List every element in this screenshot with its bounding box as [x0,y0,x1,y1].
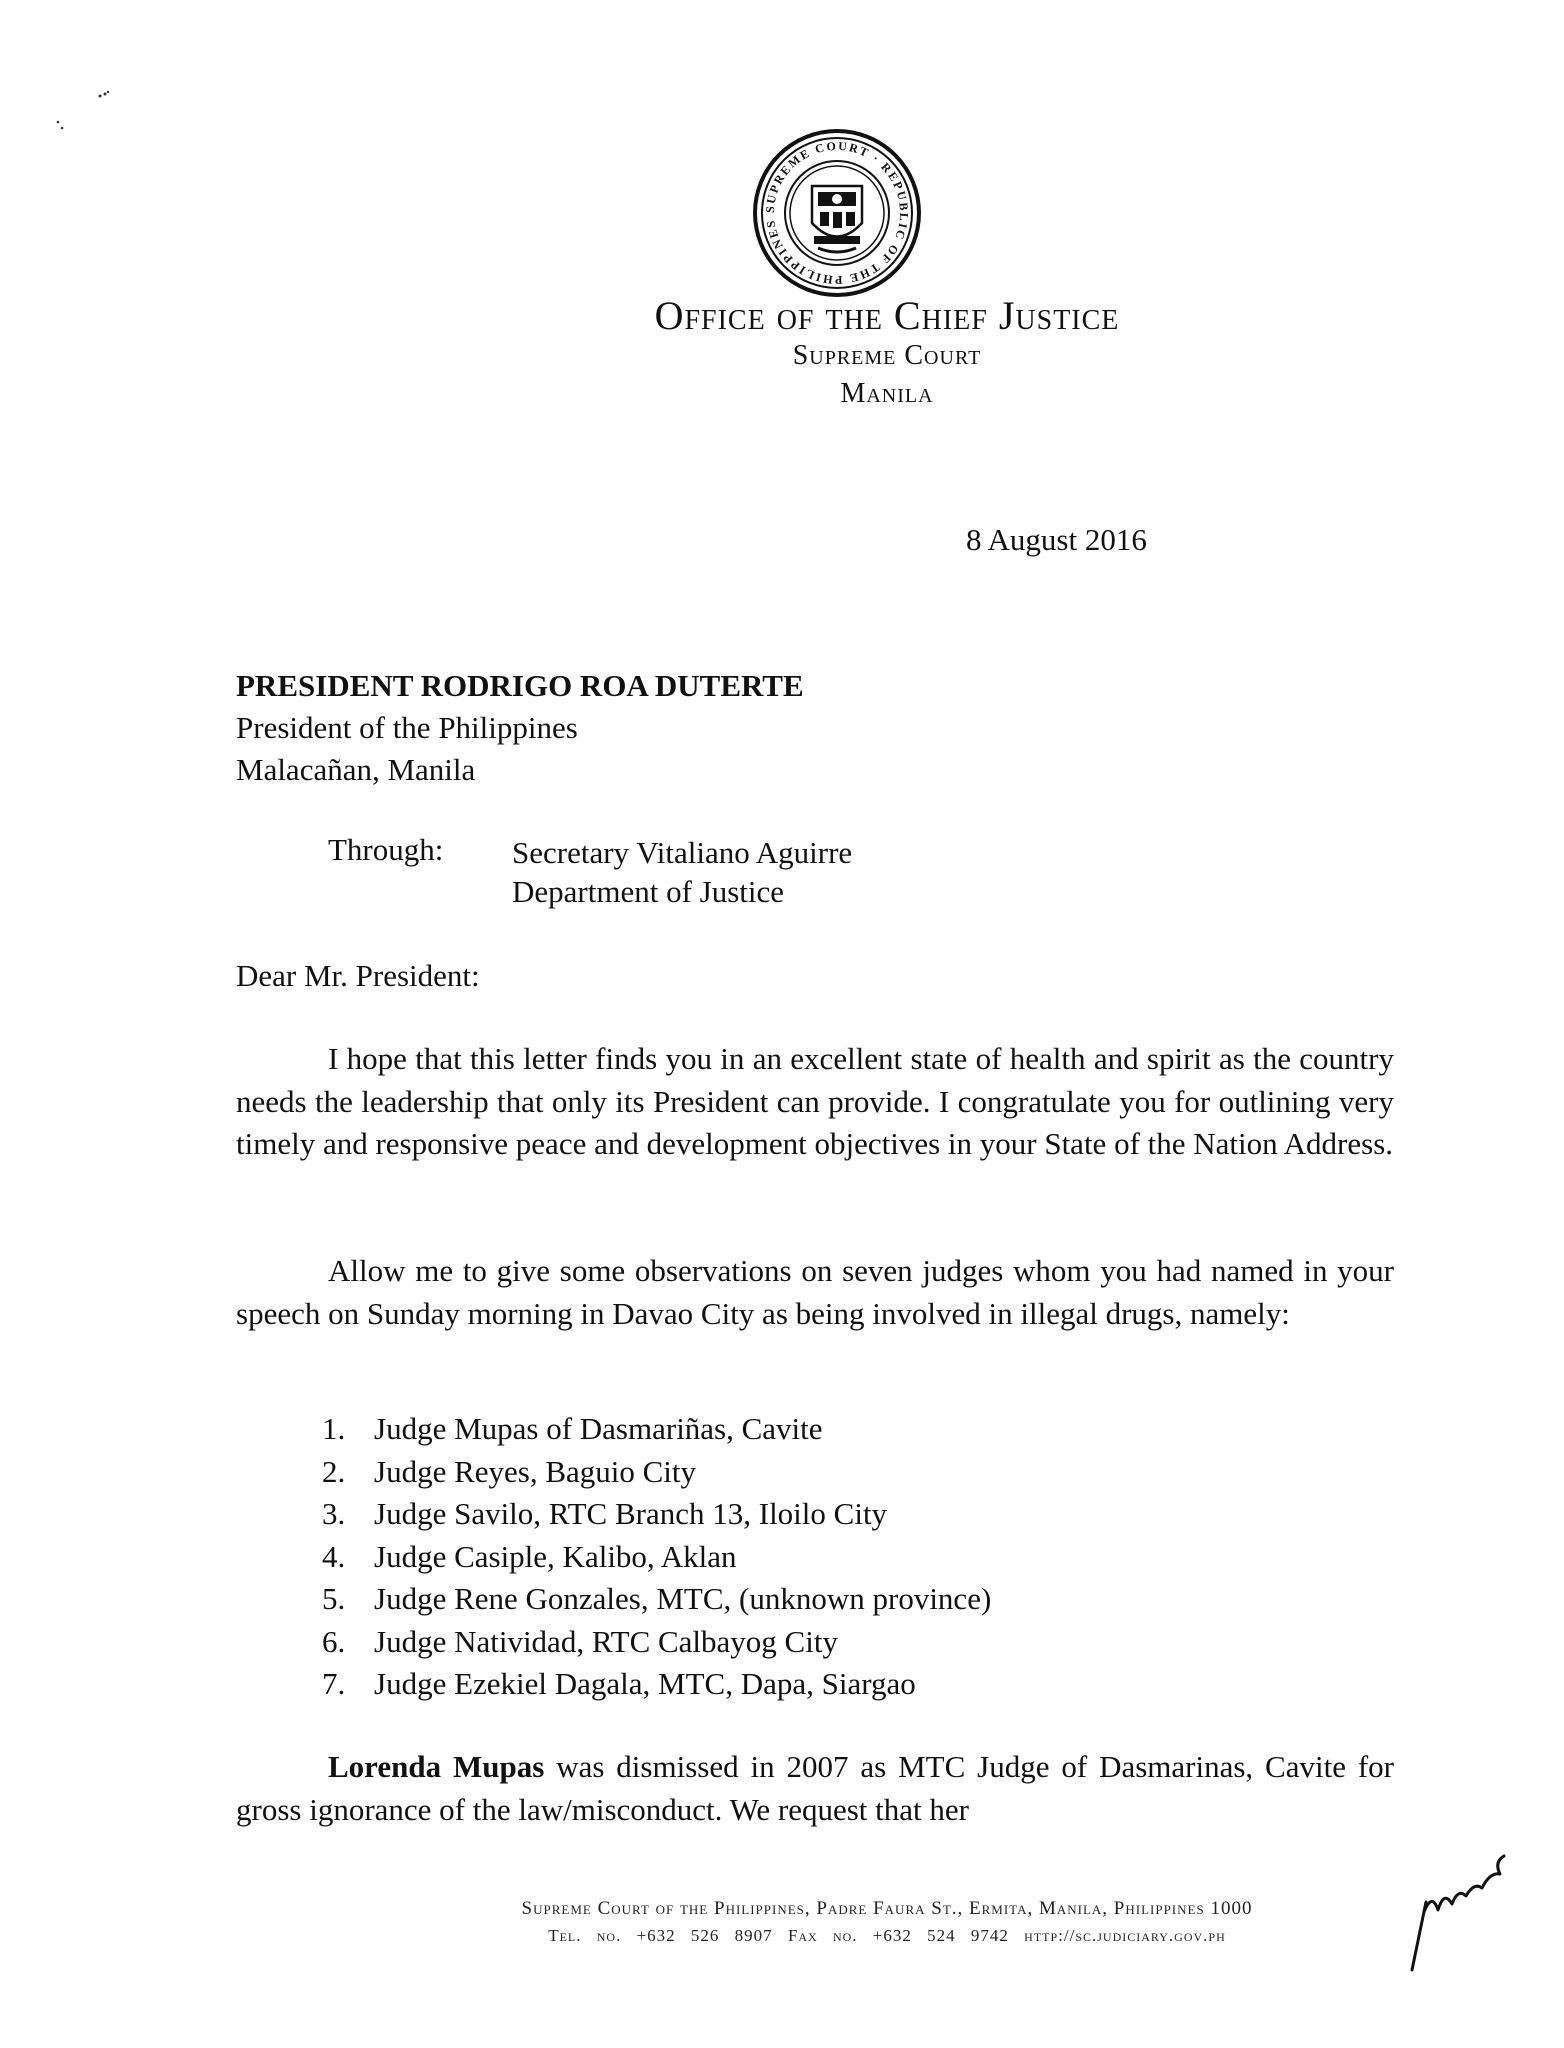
list-number: 4. [322,1538,346,1574]
list-number: 3. [322,1496,346,1531]
list-text: Judge Mupas of Dasmariñas, Cavite [374,1411,823,1446]
list-text: Judge Natividad, RTC Calbayog City [374,1623,838,1659]
letterhead-office: Office of the Chief Justice [654,293,1120,338]
list-item [322,1663,991,1706]
letterhead-city: Manila [840,378,934,409]
addressee-name: PRESIDENT RODRIGO ROA DUTERTE [236,668,804,703]
list-number: 5. [322,1581,346,1616]
mupas-name: Lorenda Mupas [328,1749,545,1784]
salutation: Dear Mr. President: [236,958,480,993]
scan-specks [52,86,152,166]
through-name: Secretary Vitaliano Aguirre [512,835,853,870]
letterhead-court: Supreme Court [792,340,982,371]
paragraph-mupas [236,1746,1394,1831]
list-text: Judge Rene Gonzales, MTC, (unknown province) [374,1581,992,1616]
seal-ring-text: SUPREME COURT · REPUBLIC OF THE PHILIPPINES [762,138,912,288]
footer-tel: Tel. no. +632 526 8907 [548,1926,773,1945]
mupas-text: was dismissed in 2007 as MTC Judge of Dasmarinas, Cavite for gross ignorance of the law/misconduct. We request that her [236,1749,1394,1827]
paragraph-greeting: I hope that this letter finds you in an excellent state of health and spirit as the country needs the leadership that only its President can provide. I congratulate you for outlining very timely and responsive peace and development objectives in your State of the Nation Address. [236,1041,1394,1161]
list-item [322,1578,991,1621]
letter-date: 8 August 2016 [966,522,1147,557]
list-number: 1. [322,1411,346,1446]
judges-list [322,1408,991,1706]
list-number: 6. [322,1623,346,1659]
supreme-court-seal-icon [752,128,922,298]
footer-address: Supreme Court of the Philippines, Padre Faura St., Ermita, Manila, Philippines 1000 [521,1898,1253,1919]
footer-contacts [0,1926,1564,1946]
through-department: Department of Justice [512,874,785,909]
list-item [322,1451,991,1494]
list-text: Judge Casiple, Kalibo, Aklan [374,1538,737,1574]
list-item [322,1621,991,1664]
handwritten-initials-icon [1404,1852,1514,1972]
addressee-title: President of the Philippines [236,710,578,745]
list-number: 2. [322,1453,346,1489]
list-number: 7. [322,1666,346,1701]
list-item [322,1536,991,1579]
list-item [322,1493,991,1536]
footer-fax: Fax no. +632 524 9742 [787,1926,1009,1945]
footer-url: http://sc.judiciary.gov.ph [1024,1926,1226,1945]
paragraph-observations: Allow me to give some observations on seven judges whom you had named in your speech on Sunday morning in Davao City as being involved in illegal drugs, namely: [236,1253,1394,1331]
addressee-place: Malacañan, Manila [236,752,476,787]
list-item [322,1408,991,1451]
list-text: Judge Savilo, RTC Branch 13, Iloilo City [374,1496,888,1531]
list-text: Judge Ezekiel Dagala, MTC, Dapa, Siargao [374,1666,916,1701]
through-label: Through: [328,832,444,867]
list-text: Judge Reyes, Baguio City [374,1453,697,1489]
